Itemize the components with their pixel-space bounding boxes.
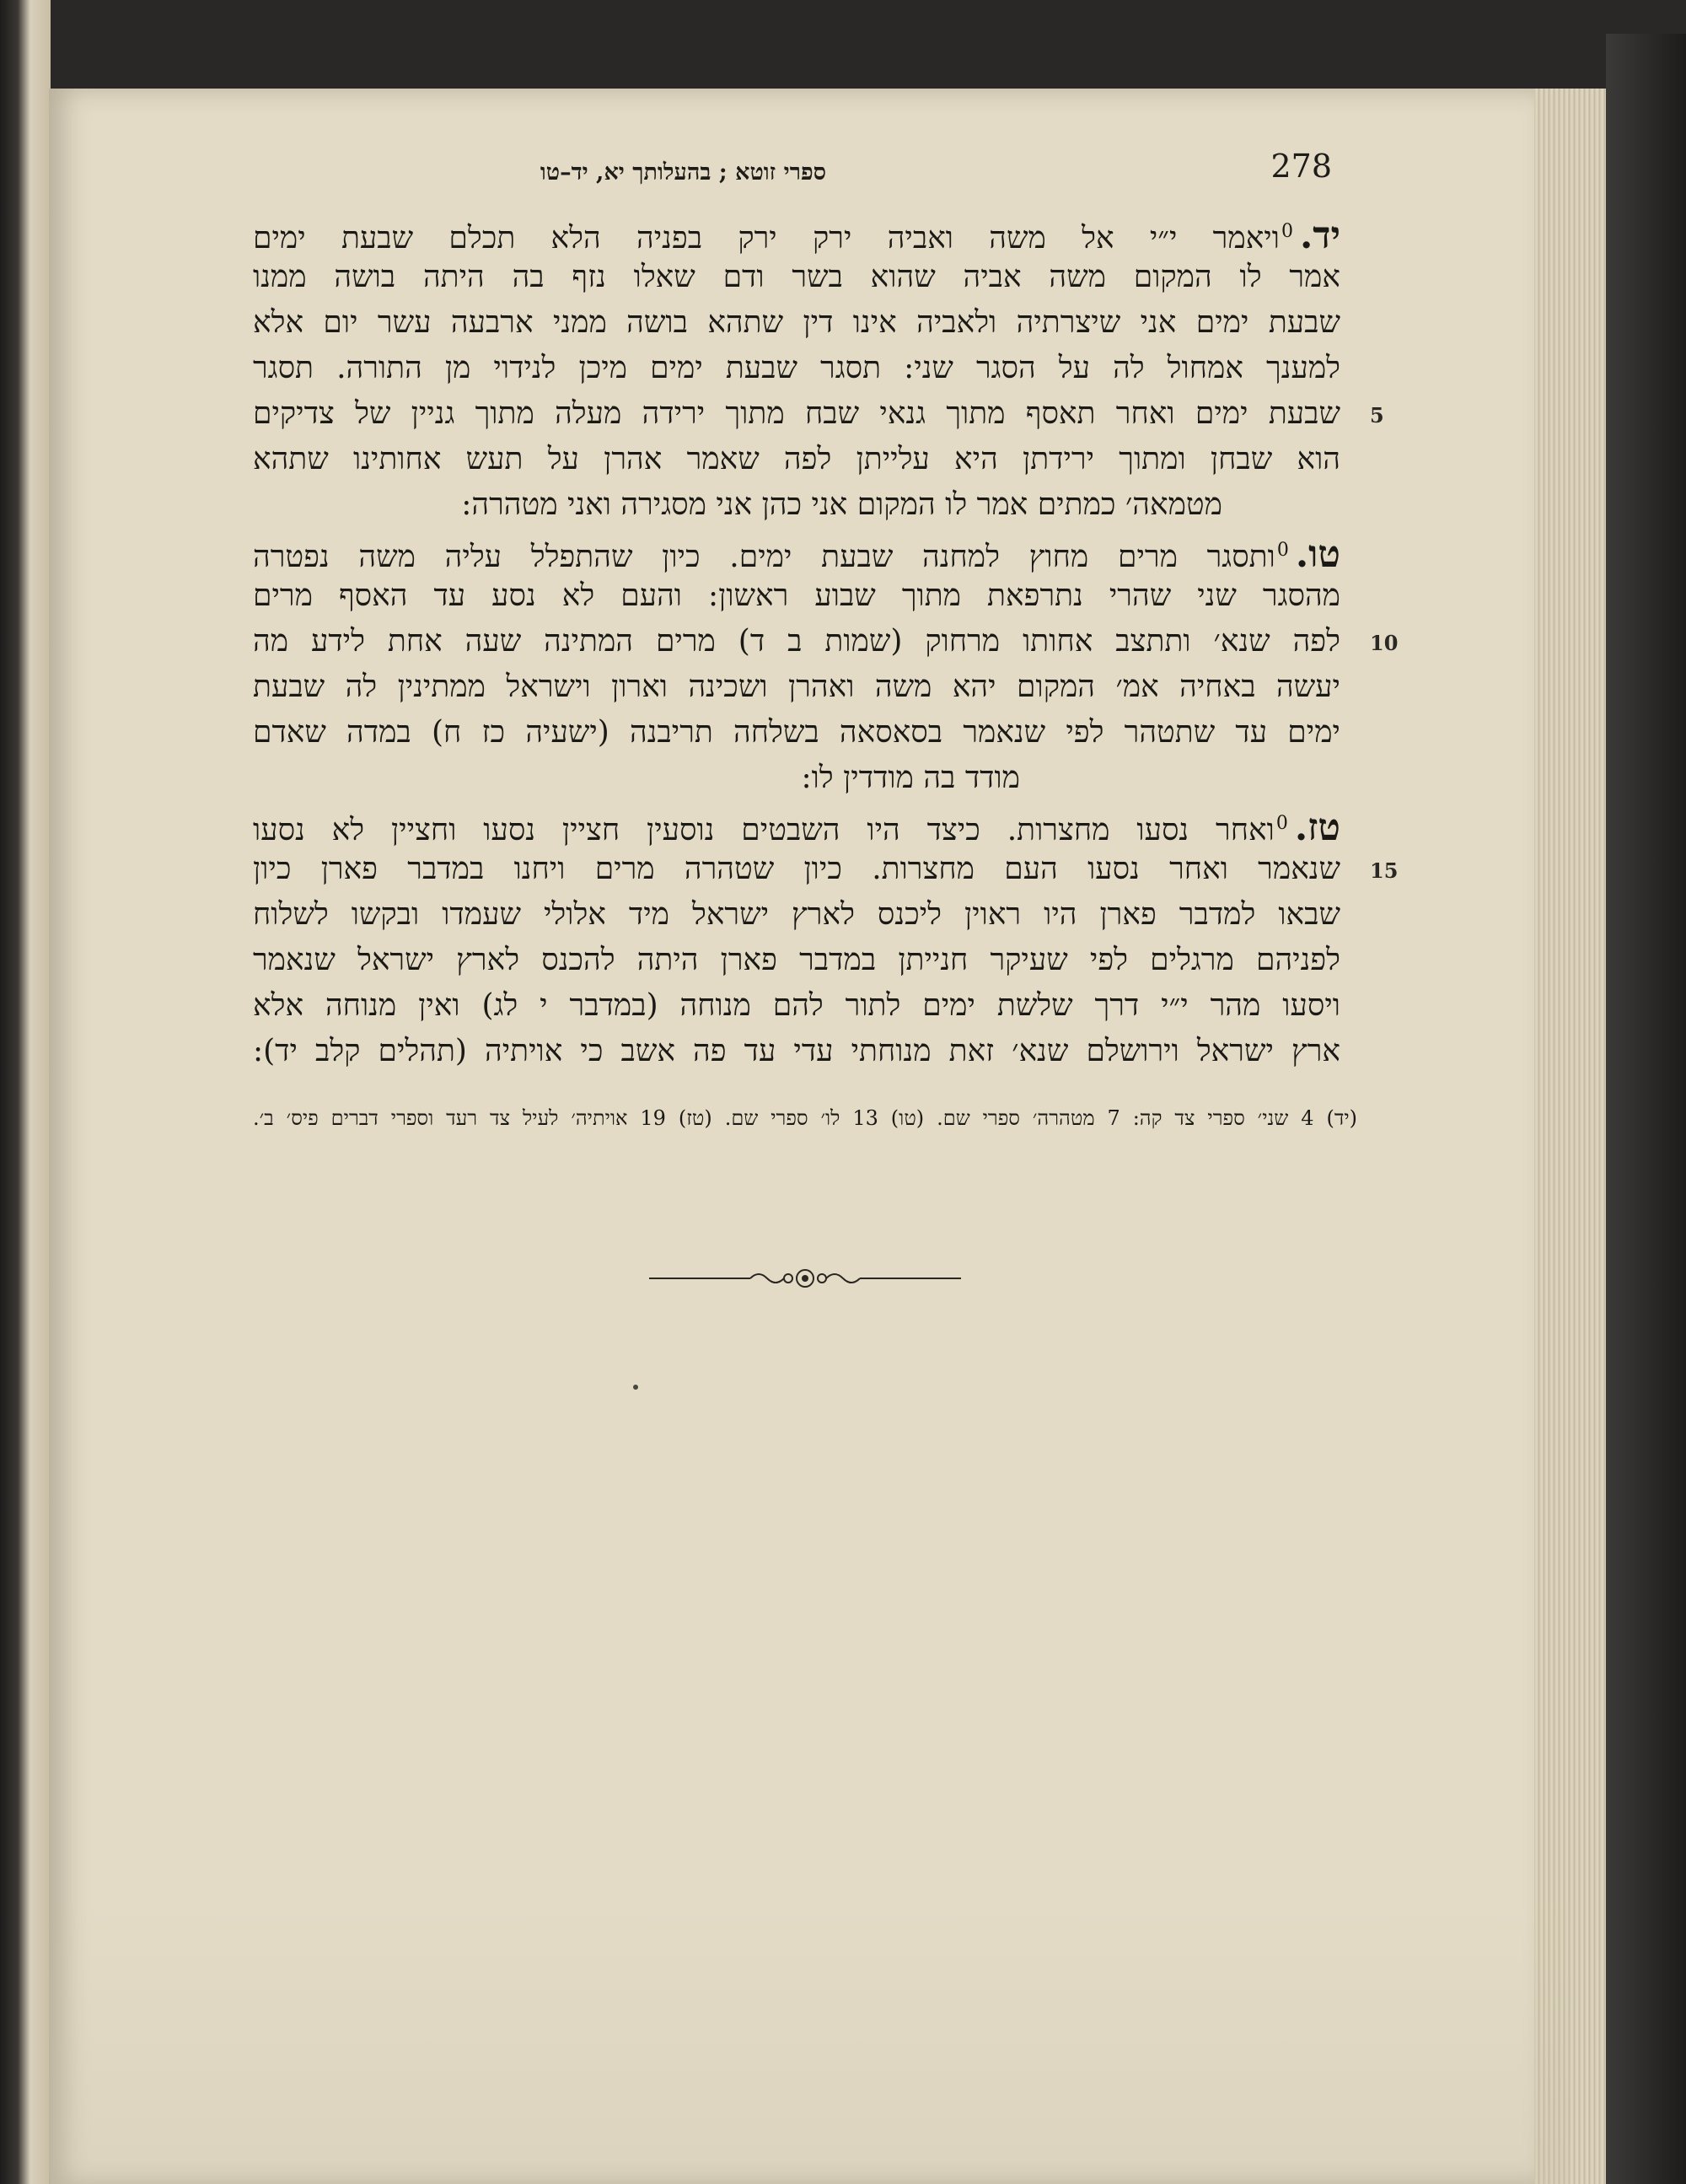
text-line: לפה שנא׳ ותתצב אחותו מרחוק (שמות ב ד) מרים המתינה שעה אחת לידע מה	[253, 624, 1340, 659]
text-line	[253, 528, 1340, 573]
running-head: ספרי זוטא ; בהעלותך יא, יד–טו	[540, 159, 826, 186]
text-line: שבעת ימים אני שיצרתיה ולאביה אינו דין שתהא בושה ממני ארבעה עשר יום אלא	[253, 305, 1340, 340]
line-text: ויאמר י״י אל משה ואביה ירק ירק בפניה הלא תכלם שבעת ימים	[253, 221, 1280, 255]
text-line: ויסעו מהר י״י דרך שלשת ימים לתור להם מנוחה (במדבר י לג) ואין מנוחה אלא	[253, 988, 1340, 1023]
text-line: לפניהם מרגלים לפי שעיקר חנייתן במדבר פארן היתה להכנס לארץ ישראל שנאמר	[253, 943, 1340, 977]
verse-label: יד.	[1299, 214, 1340, 255]
line-text: ואחר נסעו מחצרות. כיצד היו השבטים נוסעין חציין נסעו וחציין לא נסעו	[253, 813, 1275, 847]
verse-label: טז.	[1294, 806, 1340, 847]
text-line: שבאו למדבר פארן היו ראוין ליכנס לארץ ישראל מיד אלולי שעמדו ובקשו לשלוח	[253, 897, 1340, 932]
text-line: אמר לו המקום משה אביה שהוא בשר ודם שאלו נזף בה היתה בושה ממנו	[253, 260, 1340, 294]
text-line: למענך אמחול לה על הסגר שני: תסגר שבעת ימים מיכן לנידוי מן התורה. תסגר	[253, 351, 1340, 385]
margin-line-number: 10	[1370, 631, 1399, 655]
page-header	[118, 148, 1332, 198]
text-line: מודד בה מודדין לו:	[801, 761, 1020, 795]
footnote: (יד) 4 שני׳ ספרי צד קה: 7 מטהרה׳ ספרי שם. (טו) 13 לו׳ ספרי שם. (טז) 19 אויתיה׳ לעיל צד רעד וספרי דברים פיס׳ ב׳.	[253, 1106, 1358, 1130]
left-page-edge	[0, 0, 51, 2184]
ink-speck	[633, 1385, 638, 1390]
text-line: הוא שבחן ומתוך ירידתן היא עלייתן לפה שאמר אהרן על תעש אחותינו שתהא	[253, 442, 1340, 476]
note-marker: 0	[1281, 221, 1293, 242]
page-stack-edge	[1534, 89, 1606, 2184]
ornament-divider	[649, 1261, 961, 1295]
margin-line-number: 15	[1370, 858, 1399, 883]
text-line: מטמאה׳ כמתים אמר לו המקום אני כהן אני מסגירה ואני מטהרה:	[461, 487, 1222, 522]
text-line: ימים עד שתטהר לפי שנאמר בסאסאה בשלחה תריבנה (ישעיה כז ח) במדה שאדם	[253, 715, 1340, 750]
text-line: שנאמר ואחר נסעו העם מחצרות. כיון שטהרה מרים ויחנו במדבר פארן כיון	[253, 852, 1340, 886]
text-line: יעשה באחיה אמ׳ המקום יהא משה ואהרן ושכינה וארון וישראל ממתינין לה שבעת	[253, 670, 1340, 704]
verse-label: טו.	[1295, 533, 1340, 573]
page-number: 278	[1270, 148, 1332, 185]
note-marker: 0	[1276, 540, 1289, 561]
show-through-shading	[51, 1897, 1568, 2184]
text-line: שבעת ימים ואחר תאסף מתוך גנאי שבח מתוך ירידה מעלה מתוך גניין של צדיקים	[253, 396, 1340, 431]
text-line: מהסגר שני שהרי נתרפאת מתוך שבוע ראשון: והעם לא נסע עד האסף מרים	[253, 578, 1340, 613]
text-line	[253, 209, 1340, 255]
text-line	[253, 801, 1340, 847]
main-text	[253, 209, 1340, 1074]
margin-line-number: 5	[1370, 403, 1384, 428]
note-marker: 0	[1275, 813, 1288, 834]
text-line: ארץ ישראל וירושלם שנא׳ זאת מנוחתי עדי עד פה אשב כי אויתיה (תהלים קלב יד):	[253, 1034, 1340, 1068]
book-cover	[1606, 34, 1686, 2184]
line-text: ותסגר מרים מחוץ למחנה שבעת ימים. כיון שהתפלל עליה משה נפטרה	[253, 540, 1275, 573]
